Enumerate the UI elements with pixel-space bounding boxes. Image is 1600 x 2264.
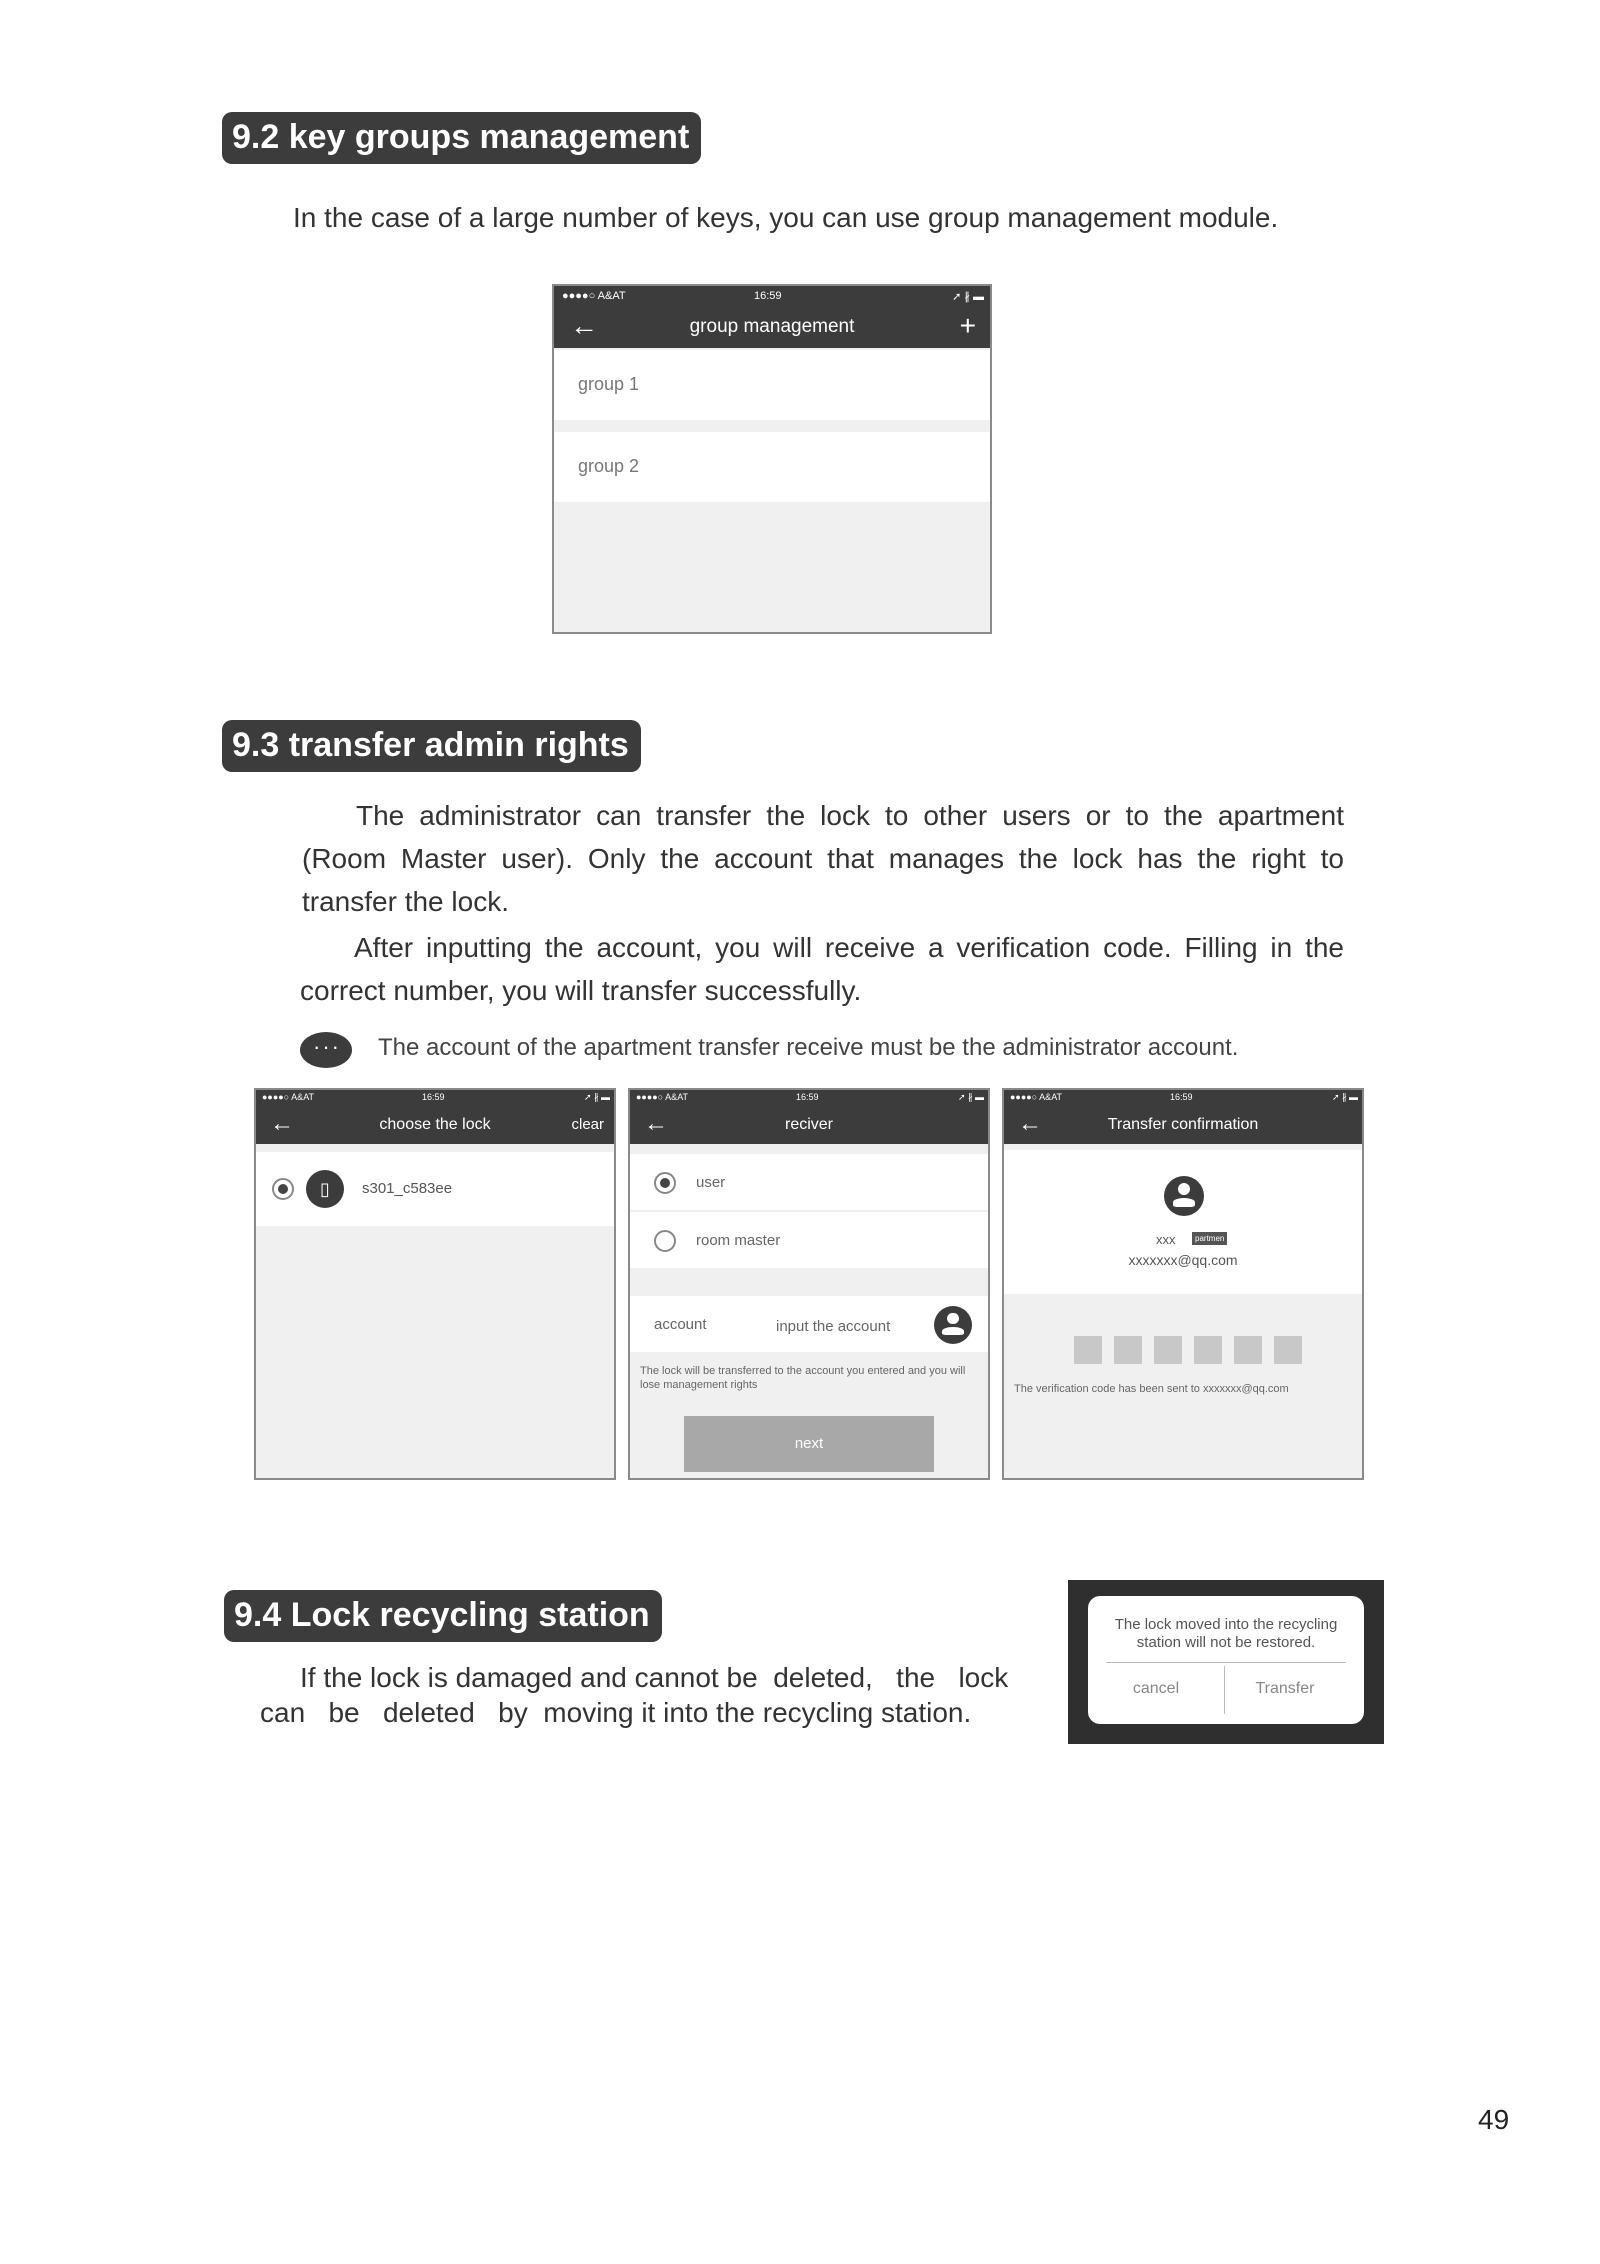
battery-icon: ➚ ∦ ▬ <box>583 1092 610 1102</box>
page-number: 49 <box>1478 2104 1510 2135</box>
nav-bar <box>256 1106 614 1144</box>
section-heading-9-4: 9.4 Lock recycling station <box>224 1590 662 1642</box>
code-digit[interactable] <box>1074 1336 1102 1364</box>
carrier-text: ●●●●○ A&AT <box>636 1092 689 1102</box>
code-sent-text: The verification code has been sent to xxxxxxx@qq.com <box>1014 1383 1289 1395</box>
back-arrow-icon[interactable]: ← <box>644 1110 668 1137</box>
transfer-confirmation-screen <box>1002 1088 1364 1480</box>
code-digit[interactable] <box>1154 1336 1182 1364</box>
status-bar <box>1004 1090 1362 1106</box>
recipient-card <box>1004 1150 1362 1294</box>
group-label: group 2 <box>578 456 640 476</box>
next-button[interactable]: next <box>684 1416 934 1472</box>
nav-bar <box>630 1106 988 1144</box>
account-row <box>630 1296 988 1352</box>
confirm-dialog <box>1088 1596 1364 1724</box>
code-digit[interactable] <box>1234 1336 1262 1364</box>
clock-text: 16:59 <box>796 1092 819 1102</box>
cancel-button[interactable]: cancel <box>1132 1680 1180 1697</box>
recycling-line-1: If the lock is damaged and cannot be deleted, the lock <box>300 1662 1009 1693</box>
carrier-text: ●●●●○ A&AT <box>262 1092 315 1102</box>
screen-title: group management <box>689 316 855 337</box>
recipient-tag: partmen <box>1192 1232 1227 1245</box>
lock-name: s301_c583ee <box>362 1180 453 1197</box>
battery-icon: ➚ ∦ ▬ <box>952 291 984 303</box>
carrier-text: ●●●●○ A&AT <box>1010 1092 1063 1102</box>
nav-bar <box>1004 1106 1362 1144</box>
recycling-dialog-screenshot <box>1068 1580 1384 1744</box>
group-management-screen <box>552 284 992 634</box>
lock-icon: ▯ <box>306 1170 344 1208</box>
code-digit[interactable] <box>1114 1336 1142 1364</box>
code-digit[interactable] <box>1194 1336 1222 1364</box>
clear-button[interactable]: clear <box>571 1116 604 1133</box>
back-arrow-icon[interactable]: ← <box>570 310 598 341</box>
status-bar <box>630 1090 988 1106</box>
section-heading-9-2: 9.2 key groups management <box>222 112 701 164</box>
recipient-email: xxxxxxx@qq.com <box>1128 1252 1238 1268</box>
dialog-message: The lock moved into the recycling station will not be restored. <box>1114 1616 1338 1651</box>
transfer-warning: The lock will be transferred to the account you entered and you will lose management rights <box>640 1365 966 1391</box>
transfer-button[interactable]: Transfer <box>1255 1680 1315 1697</box>
note-text: The account of the apartment transfer receive must be the administrator account. <box>378 1034 1239 1061</box>
screen-title: Transfer confirmation <box>1107 1116 1259 1133</box>
code-digit[interactable] <box>1274 1336 1302 1364</box>
choose-lock-screen <box>254 1088 616 1480</box>
transfer-paragraph-1: The administrator can transfer the lock to other users or to the apartment (Room Master user). Only the account that manages the lock has the right to transfer the lock. <box>302 800 1344 917</box>
nav-bar <box>554 306 990 348</box>
option-user[interactable] <box>630 1154 988 1210</box>
recycling-line-2: can be deleted by moving it into the recycling station. <box>260 1697 972 1728</box>
clock-text: 16:59 <box>1170 1092 1193 1102</box>
group-item-2[interactable] <box>554 432 990 502</box>
option-room-master[interactable] <box>630 1212 988 1268</box>
option-label: user <box>696 1174 726 1191</box>
carrier-text: ●●●●○ A&AT <box>562 290 626 302</box>
user-avatar-icon <box>1164 1176 1204 1216</box>
user-radio[interactable] <box>654 1172 676 1194</box>
recipient-name: xxx <box>1156 1232 1176 1247</box>
section-heading-9-3: 9.3 transfer admin rights <box>222 720 641 772</box>
back-arrow-icon[interactable]: ← <box>1018 1110 1042 1137</box>
back-arrow-icon[interactable]: ← <box>270 1110 294 1137</box>
clock-text: 16:59 <box>754 290 782 302</box>
account-label: account <box>654 1316 707 1333</box>
verification-code-boxes[interactable] <box>1074 1336 1304 1364</box>
battery-icon: ➚ ∦ ▬ <box>957 1092 984 1102</box>
lock-list-item[interactable] <box>256 1152 614 1226</box>
select-radio[interactable] <box>272 1178 294 1200</box>
contact-icon[interactable] <box>934 1306 972 1344</box>
option-label: room master <box>696 1232 781 1249</box>
transfer-paragraph-2: After inputting the account, you will receive a verification code. Filling in the correct number, you will transfer successfully. <box>300 932 1344 1006</box>
status-bar <box>554 286 990 306</box>
battery-icon: ➚ ∦ ▬ <box>1331 1092 1358 1102</box>
chat-bubble-icon: ··· <box>300 1032 352 1068</box>
group-item-1[interactable] <box>554 350 990 420</box>
screen-title: choose the lock <box>379 1116 491 1133</box>
group-label: group 1 <box>578 374 640 394</box>
room-master-radio[interactable] <box>654 1230 676 1252</box>
status-bar <box>256 1090 614 1106</box>
add-icon[interactable]: + <box>959 310 976 341</box>
intro-text: In the case of a large number of keys, you can use group management module. <box>293 202 1279 233</box>
account-input[interactable]: input the account <box>776 1318 891 1335</box>
dialog-divider <box>1106 1662 1346 1663</box>
clock-text: 16:59 <box>422 1092 445 1102</box>
receiver-screen <box>628 1088 990 1480</box>
screen-title: reciver <box>784 1116 833 1133</box>
